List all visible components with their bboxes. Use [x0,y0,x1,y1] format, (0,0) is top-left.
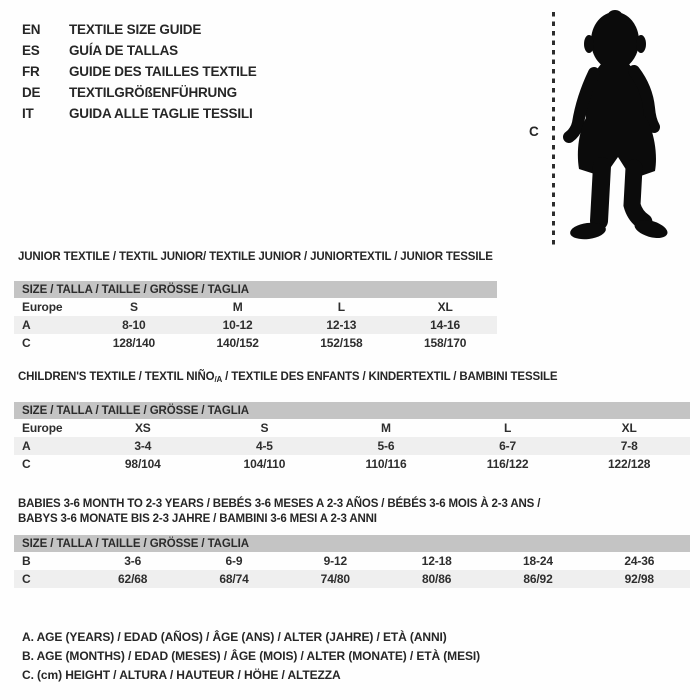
row-label: Europe [22,300,63,314]
table-row-europe [14,419,690,437]
babies-textile-section [14,498,690,588]
table-cell: 128/140 [112,336,156,350]
table-cell: 12-18 [421,554,452,568]
children-textile-section [14,371,690,473]
legend-item-a: A. AGE (YEARS) / EDAD (AÑOS) / ÂGE (ANS) / ALTER (JAHRE) / ETÀ (ANNI) [22,629,447,644]
table-cell: XL [621,421,637,435]
language-label: TEXTILGRÖßENFÜHRUNG [69,85,237,100]
height-dotted-line [552,12,555,246]
children-title-subscript: /A [214,375,223,384]
table-cell: 122/128 [608,457,651,471]
table-cell: L [337,300,345,314]
size-header-row: SIZE / TALLA / TAILLE / GRÖSSE / TAGLIA [14,535,690,552]
babies-table-title-line2: BABYS 3-6 MONATE BIS 2-3 JAHRE / BAMBINI 3-6 MESI A 2-3 ANNI [18,513,377,525]
row-label: C [22,457,31,471]
children-title-suffix: / TEXTILE DES ENFANTS / KINDERTEXTIL / BAMBINI TESSILE [222,371,558,383]
row-label: A [22,439,31,453]
table-cell: 68/74 [219,572,249,586]
table-cell: 5-6 [377,439,395,453]
table-row-age [14,316,497,334]
table-cell: 12-13 [326,318,357,332]
table-cell: L [503,421,512,435]
language-label: GUÍA DE TALLAS [69,43,178,58]
height-measure-label: C [529,124,539,139]
junior-table-title: JUNIOR TEXTILE / TEXTIL JUNIOR/ TEXTILE JUNIOR / JUNIORTEXTIL / JUNIOR TESSILE [18,251,493,263]
size-header-row: SIZE / TALLA / TAILLE / GRÖSSE / TAGLIA [14,281,497,298]
table-cell: 4-5 [255,439,273,453]
row-label: C [22,336,31,350]
baby-silhouette-icon [556,8,682,248]
language-row-de [22,82,257,103]
table-cell: 110/116 [365,457,407,471]
language-code: IT [22,106,34,121]
table-cell: 152/158 [320,336,363,350]
table-row-age [14,437,690,455]
table-cell: XL [437,300,453,314]
table-cell: 8-10 [122,318,146,332]
table-cell: 6-7 [499,439,517,453]
children-table-title [18,371,690,384]
children-size-table [14,402,690,473]
language-label: GUIDA ALLE TAGLIE TESSILI [69,106,253,121]
language-label: TEXTILE SIZE GUIDE [69,22,202,37]
legend-item-b: B. AGE (MONTHS) / EDAD (MESES) / ÂGE (MOIS) / ALTER (MONATE) / ETÀ (MESI) [22,648,481,663]
language-row-en [22,19,257,40]
table-row-months [14,552,690,570]
language-code: DE [22,85,41,100]
language-code: EN [22,22,41,37]
row-label: C [22,572,31,586]
table-row-height [14,455,690,473]
babies-size-table [14,535,690,588]
table-row-europe [14,298,497,316]
table-cell: 24-36 [624,554,655,568]
language-row-fr [22,61,257,82]
table-cell: 158/170 [423,336,467,350]
junior-size-table [14,281,497,352]
language-label: GUIDE DES TAILLES TEXTILE [69,64,257,79]
row-label: A [22,318,31,332]
table-cell: S [260,421,269,435]
table-cell: 140/152 [216,336,259,350]
table-cell: 116/122 [486,457,529,471]
table-cell: 7-8 [620,439,638,453]
table-cell: M [232,300,243,314]
language-code: FR [22,64,40,79]
table-row-height [14,570,690,588]
language-row-es [22,40,257,61]
junior-textile-section [14,251,497,352]
table-cell: 62/68 [118,572,148,586]
babies-table-title-line1: BABIES 3-6 MONTH TO 2-3 YEARS / BEBÉS 3-6 MESES A 2-3 AÑOS / BÉBÉS 3-6 MOIS À 2-3 ANS / [18,498,541,510]
table-cell: S [129,300,138,314]
table-cell: 80/86 [422,572,452,586]
language-row-it [22,103,257,124]
table-cell: 3-4 [134,439,152,453]
table-cell: 10-12 [222,318,253,332]
table-cell: 6-9 [225,554,243,568]
table-cell: M [381,421,391,435]
table-cell: 9-12 [323,554,348,568]
row-label: Europe [22,421,63,435]
language-code: ES [22,43,40,58]
table-cell: 104/110 [243,457,286,471]
table-cell: 98/104 [124,457,161,471]
size-header-row: SIZE / TALLA / TAILLE / GRÖSSE / TAGLIA [14,402,690,419]
table-cell: 86/92 [523,572,553,586]
measure-legend [22,627,480,684]
language-list [22,19,257,124]
table-cell: 3-6 [124,554,142,568]
table-cell: 18-24 [523,554,553,568]
table-cell: 74/80 [320,572,350,586]
table-cell: XS [134,421,151,435]
table-row-height [14,334,497,352]
legend-item-c: C. (cm) HEIGHT / ALTURA / HAUTEUR / HÖHE / ALTEZZA [22,667,341,682]
table-cell: 14-16 [430,318,461,332]
table-cell: 92/98 [624,572,654,586]
children-title-prefix: CHILDREN'S TEXTILE / TEXTIL NIÑO [18,371,215,383]
row-label: B [22,554,31,568]
